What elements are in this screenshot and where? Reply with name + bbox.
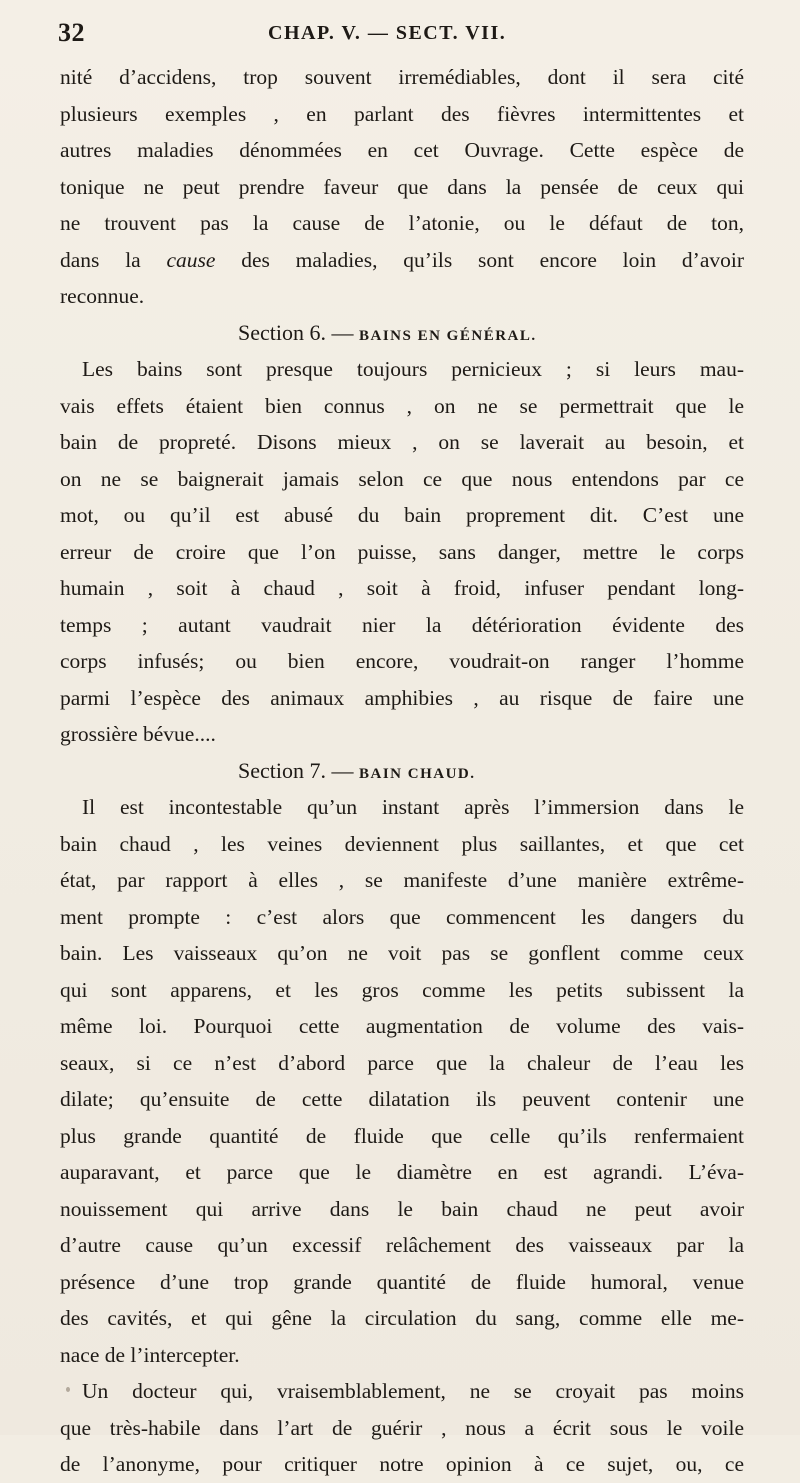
- text-line: on ne se baignerait jamais selon ce que nous entendons par ce: [60, 466, 744, 491]
- section-heading-7: [60, 753, 744, 790]
- text-line: nité d’accidens, trop souvent irremédiables, dont il sera cité: [60, 65, 744, 89]
- text-line: bain de propreté. Disons mieux , on se laverait au besoin, et: [60, 430, 744, 454]
- text-line: d’autre cause qu’un excessif relâchement des vaisseaux par la: [60, 1233, 744, 1257]
- text-line: [60, 242, 744, 279]
- text-line: auparavant, et parce que le diamètre en est agrandi. L’éva-: [60, 1160, 744, 1184]
- text-line: plusieurs exemples , en parlant des fièvres intermittentes et: [60, 101, 744, 126]
- text-line: tonique ne peut prendre faveur que dans la pensée de ceux qui: [60, 174, 744, 199]
- text-line: seaux, si ce n’est d’abord parce que la chaleur de l’eau les: [60, 1050, 744, 1075]
- text-run: des maladies, qu’ils sont encore loin d’avoir: [215, 247, 744, 272]
- body-text: [60, 59, 744, 1483]
- text-line: parmi l’espèce des animaux amphibies , au risque de faire une: [60, 685, 744, 710]
- text-run: dans la: [60, 247, 167, 272]
- text-line: état, par rapport à elles , se manifeste d’une manière extrême-: [60, 868, 744, 892]
- section-dash: —: [326, 757, 359, 783]
- italic-word: cause: [166, 247, 216, 272]
- text-line: même loi. Pourquoi cette augmentation de volume des vais-: [60, 1014, 744, 1038]
- text-line: humain , soit à chaud , soit à froid, infuser pendant long-: [60, 576, 744, 600]
- text-line: présence d’une trop grande quantité de fluide humoral, venue: [60, 1269, 744, 1294]
- text-line: ne trouvent pas la cause de l’atonie, ou le défaut de ton,: [60, 211, 744, 235]
- section-title: BAIN CHAUD.: [359, 765, 476, 782]
- text-line: plus grande quantité de fluide que celle qu’ils renfermaient: [60, 1123, 744, 1148]
- page-number: 32: [58, 18, 85, 47]
- text-line: Un docteur qui, vraisemblablement, ne se croyait pas moins: [82, 1379, 744, 1403]
- text-line: vais effets étaient bien connus , on ne se permettrait que le: [60, 393, 744, 418]
- text-line: que très-habile dans l’art de guérir , nous a écrit sous le voile: [60, 1415, 744, 1440]
- text-line: de l’anonyme, pour critiquer notre opinion à ce sujet, ou, ce: [60, 1452, 744, 1476]
- text-line: nace de l’intercepter.: [60, 1342, 240, 1367]
- text-line: qui sont apparens, et les gros comme les petits subissent la: [60, 977, 744, 1002]
- text-line: des cavités, et qui gêne la circulation du sang, comme elle me-: [60, 1306, 744, 1330]
- text-line: erreur de croire que l’on puisse, sans danger, mettre le corps: [60, 539, 744, 564]
- paper-speck: [66, 1387, 70, 1392]
- section-heading-6: [60, 315, 744, 352]
- text-line: Il est incontestable qu’un instant après l’immersion dans le: [82, 795, 744, 819]
- text-line: Les bains sont presque toujours pernicieux ; si leurs mau-: [82, 357, 744, 381]
- text-line: temps ; autant vaudrait nier la détérioration évidente des: [60, 612, 744, 637]
- text-line: grossière bévue....: [60, 722, 216, 746]
- text-line: nouissement qui arrive dans le bain chaud ne peut avoir: [60, 1196, 744, 1221]
- section-label: Section 6.: [238, 319, 326, 345]
- section-label: Section 7.: [238, 757, 326, 783]
- text-line: ment prompte : c’est alors que commencent les dangers du: [60, 904, 744, 929]
- text-line: dilate; qu’ensuite de cette dilatation ils peuvent contenir une: [60, 1087, 744, 1111]
- chapter-heading: CHAP. V. — SECT. VII.: [268, 22, 507, 44]
- section-dash: —: [326, 319, 359, 345]
- running-head: [58, 18, 742, 58]
- text-line: corps infusés; ou bien encore, voudrait-on ranger l’homme: [60, 649, 744, 673]
- text-line: bain chaud , les veines deviennent plus saillantes, et que cet: [60, 831, 744, 856]
- text-line: bain. Les vaisseaux qu’on ne voit pas se gonflent comme ceux: [60, 941, 744, 965]
- text-line: mot, ou qu’il est abusé du bain proprement dit. C’est une: [60, 503, 744, 527]
- text-line: reconnue.: [60, 284, 145, 308]
- section-title: BAINS EN GÉNÉRAL.: [359, 327, 537, 344]
- text-line: autres maladies dénommées en cet Ouvrage. Cette espèce de: [60, 138, 744, 162]
